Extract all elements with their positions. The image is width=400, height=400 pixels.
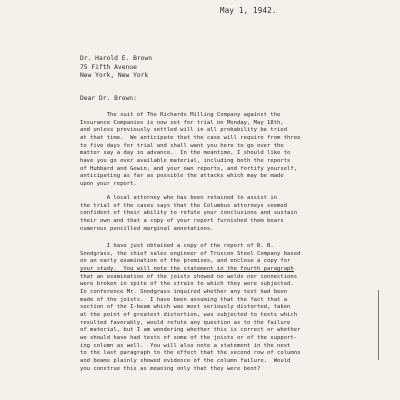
paragraph-line: confident of their ability to refute your conclusions and sustain (80, 210, 298, 217)
paragraph-line: ing column as well. You will also note a statement in the next (80, 342, 291, 349)
paragraph-line: A local attorney who has been retained to assist in (80, 195, 278, 201)
letter-date: May 1, 1942. (220, 6, 277, 15)
paragraph-line: were broken in spite of the strain to which they were subjected. (80, 281, 294, 288)
paragraph-line: resulted favorably, would refute any question as to the failure (80, 319, 291, 326)
paragraph-line: of Hubbard and Gewin, and your own reports, and fortify yourself, (80, 165, 298, 172)
paragraph-line: upon your report. (80, 180, 137, 187)
paragraph-line-underlined: your study. You will note the statement in the fourth paragraph (80, 265, 294, 272)
salutation: Dear Dr. Brown: (80, 95, 137, 102)
paragraph-line: to five days for trial and shall want you here to go over the (80, 142, 284, 149)
paragraph-line: matter say a day in advance. In the meantime, I should like to (80, 150, 291, 157)
paragraph-line: that an examination of the joists showed no welds nor connections (80, 273, 298, 280)
paragraph-3 (80, 243, 376, 373)
recipient-street: 75 Fifth Avenue (80, 63, 137, 71)
paragraph-line: anticipating as far as possible the attacks which may be made (80, 173, 284, 180)
paragraph-line: at that time. We anticipate that the case will require from three (80, 134, 301, 141)
paragraph-line: made of the joists. I have been assuming that the fact that a (80, 296, 288, 303)
paragraph-line: at the point of greatest distortion, was subjected to tests which (80, 311, 298, 318)
paragraph-1 (80, 112, 376, 189)
paragraph-line: their own and that a copy of your report furnished them bears (80, 217, 284, 224)
margin-pencil-mark (378, 290, 379, 360)
recipient-name: Dr. Harold E. Brown (80, 55, 153, 62)
paragraph-line: we should have had tests of some of the joists or of the support- (80, 334, 298, 341)
recipient-address (80, 55, 152, 81)
paragraph-line: and unless previously settled will in all probability be tried (80, 127, 288, 134)
paragraph-line: the trial of the cases says that the Columbus attorneys seemed (80, 202, 288, 209)
paragraph-line: The suit of The Richards Milling Company against the (80, 112, 281, 118)
paragraph-line: on an early examination of the premises, and enclose a copy for (80, 258, 291, 265)
recipient-city: New York, New York (80, 72, 149, 80)
paragraph-line: have you go over available material, including both the reports (80, 157, 291, 164)
paragraph-line: section of the I-beam which was most seriously distorted, taken (80, 304, 291, 311)
paragraph-line: to the last paragraph to the effect that the second row of columns (80, 350, 301, 357)
paragraph-line: I have just obtained a copy of the report of R. B. (80, 243, 274, 249)
paragraph-line: In conference Mr. Snodgrass inquired whether any test had been (80, 288, 288, 295)
paragraph-line: numerous pencilled marginal annotations. (80, 225, 214, 232)
paragraph-line: Snodgrass, the chief sales engineer of Truscon Steel Company based (80, 250, 301, 257)
paragraph-2 (80, 195, 376, 233)
paragraph-line: you construe this as meaning only that they were bent? (80, 365, 261, 372)
paragraph-line: and beams plainly showed evidence of the column failure. Would (80, 357, 291, 364)
paragraph-line: Insurance Companies is now set for trial on Monday, May 18th, (80, 119, 284, 126)
paragraph-line: of material, but I am wondering whether this is correct or whether (80, 327, 301, 334)
